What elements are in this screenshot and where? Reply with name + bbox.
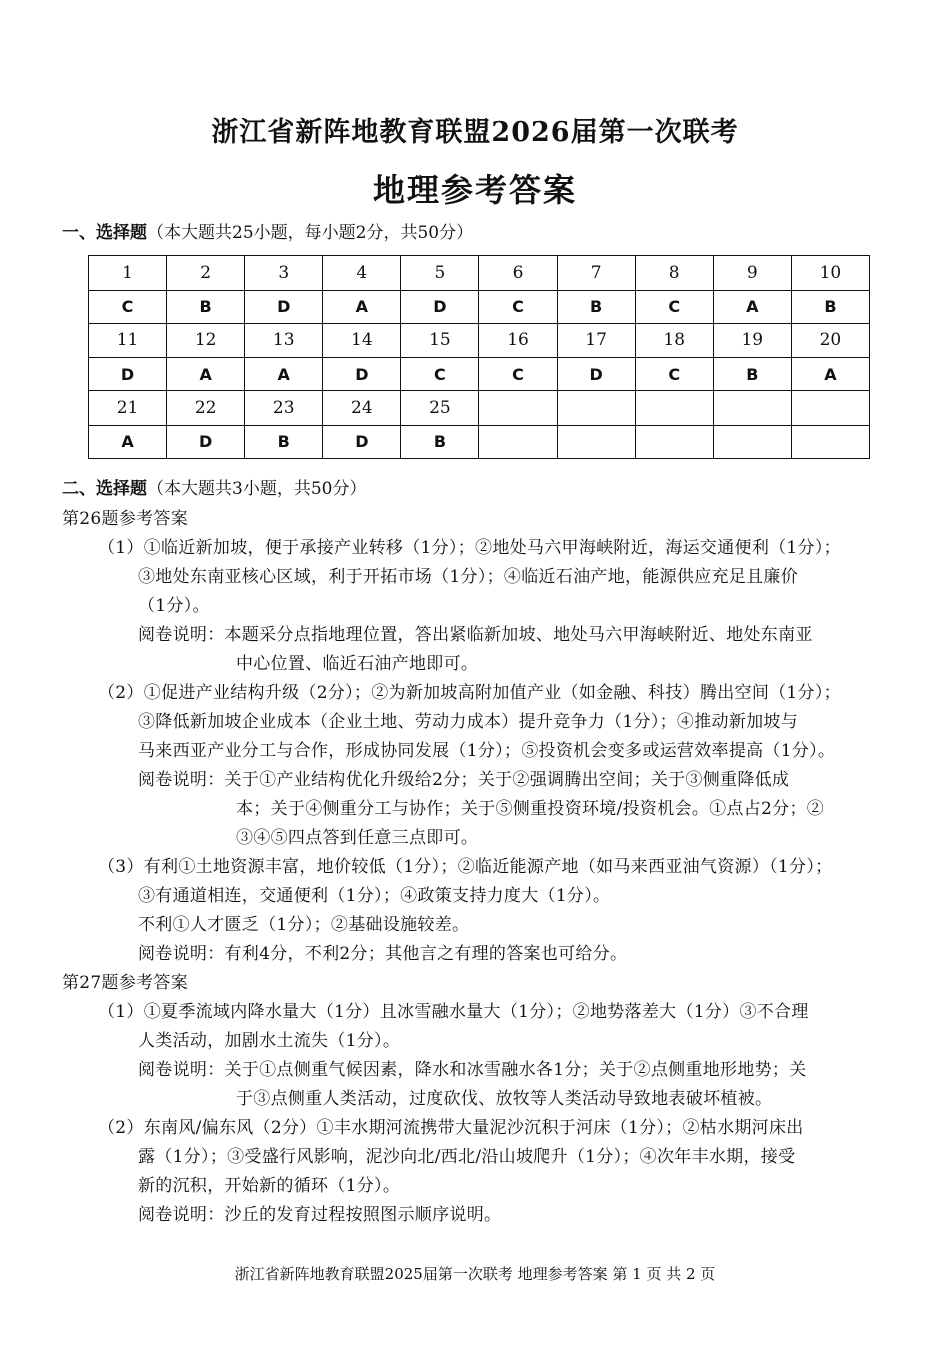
- answer-letter: C: [401, 358, 479, 391]
- answer-letter: B: [791, 290, 869, 323]
- table-row: [89, 425, 870, 458]
- question-number: 10: [791, 256, 869, 291]
- question-number: 16: [479, 323, 557, 358]
- empty-cell: [557, 425, 635, 458]
- answer-line: 不利①人才匮乏（1分）；②基础设施较差。: [138, 915, 470, 935]
- section1-heading: [62, 218, 473, 243]
- question-number: 24: [323, 391, 401, 426]
- empty-cell: [791, 391, 869, 426]
- question-heading: 第26题参考答案: [62, 509, 189, 529]
- answer-letter: C: [635, 290, 713, 323]
- question-number: 21: [89, 391, 167, 426]
- answer-letter: A: [713, 290, 791, 323]
- grading-note: 中心位置、临近石油产地即可。: [236, 654, 479, 674]
- answer-line: （2）①促进产业结构升级（2分）；②为新加坡高附加值产业（如金融、科技）腾出空间（1分）；: [98, 683, 841, 703]
- question-number: 22: [167, 391, 245, 426]
- table-row: [89, 256, 870, 291]
- empty-cell: [479, 391, 557, 426]
- answer-letter: C: [479, 290, 557, 323]
- table-row: [89, 358, 870, 391]
- answer-letter: C: [635, 358, 713, 391]
- answer-letter: B: [167, 290, 245, 323]
- grading-note: 本；关于④侧重分工与协作；关于⑤侧重投资环境/投资机会。①点占2分；②: [236, 799, 825, 819]
- empty-cell: [791, 425, 869, 458]
- answer-letter: C: [89, 290, 167, 323]
- empty-cell: [713, 391, 791, 426]
- empty-cell: [557, 391, 635, 426]
- empty-cell: [479, 425, 557, 458]
- answer-line: ③地处东南亚核心区域，利于开拓市场（1分）；④临近石油产地，能源供应充足且廉价: [138, 567, 799, 587]
- question-number: 15: [401, 323, 479, 358]
- answer-line: ③降低新加坡企业成本（企业土地、劳动力成本）提升竞争力（1分）；④推动新加坡与: [138, 712, 799, 732]
- answer-letter: A: [245, 358, 323, 391]
- grading-note: 阅卷说明：有利4分，不利2分；其他言之有理的答案也可给分。: [138, 944, 628, 964]
- table-row: [89, 290, 870, 323]
- answer-line: ③有通道相连，交通便利（1分）；④政策支持力度大（1分）。: [138, 886, 611, 906]
- answer-line: （2）东南风/偏东风（2分）①丰水期河流携带大量泥沙沉积于河床（1分）；②枯水期河床出: [98, 1118, 804, 1138]
- answer-letter: D: [245, 290, 323, 323]
- answer-line: （1）①夏季流域内降水量大（1分）且冰雪融水量大（1分）；②地势落差大（1分）③不合理: [98, 1002, 809, 1022]
- grading-note: 阅卷说明：沙丘的发育过程按照图示顺序说明。: [138, 1205, 502, 1225]
- page-subtitle: 地理参考答案: [372, 171, 577, 209]
- answer-line: 人类活动，加剧水土流失（1分）。: [138, 1031, 401, 1051]
- empty-cell: [635, 391, 713, 426]
- question-number: 3: [245, 256, 323, 291]
- question-number: 4: [323, 256, 401, 291]
- answer-line: 新的沉积，开始新的循环（1分）。: [138, 1176, 401, 1196]
- answer-letter: D: [557, 358, 635, 391]
- question-number: 12: [167, 323, 245, 358]
- question-number: 19: [713, 323, 791, 358]
- answer-letter: B: [401, 425, 479, 458]
- answer-letter: D: [323, 425, 401, 458]
- question-number: 7: [557, 256, 635, 291]
- question-heading: 第27题参考答案: [62, 973, 189, 993]
- section1-label: 一、选择题: [62, 223, 147, 243]
- answer-letter: C: [479, 358, 557, 391]
- section1-note: （本大题共25小题，每小题2分，共50分）: [147, 223, 474, 243]
- empty-cell: [635, 425, 713, 458]
- answer-line: （1分）。: [138, 596, 210, 616]
- section2-note: （本大题共3小题，共50分）: [147, 479, 367, 499]
- question-number: 25: [401, 391, 479, 426]
- grading-note: 于③点侧重人类活动，过度砍伐、放牧等人类活动导致地表破坏植被。: [236, 1089, 773, 1109]
- question-number: 23: [245, 391, 323, 426]
- answer-letter: D: [401, 290, 479, 323]
- answer-letter: D: [167, 425, 245, 458]
- grading-note: 阅卷说明：关于①点侧重气候因素，降水和冰雪融水各1分；关于②点侧重地形地势；关: [138, 1060, 807, 1080]
- answer-line: 马来西亚产业分工与合作，形成协同发展（1分）；⑤投资机会变多或运营效率提高（1分）。: [138, 741, 836, 761]
- answer-letter: A: [791, 358, 869, 391]
- answer-letter: D: [323, 358, 401, 391]
- table-row: [89, 391, 870, 426]
- page-footer: 浙江省新阵地教育联盟2025届第一次联考 地理参考答案 第 1 页 共 2 页: [234, 1265, 716, 1283]
- answer-letter: A: [323, 290, 401, 323]
- question-number: 5: [401, 256, 479, 291]
- question-number: 1: [89, 256, 167, 291]
- grading-note: ③④⑤四点答到任意三点即可。: [236, 828, 479, 848]
- question-number: 11: [89, 323, 167, 358]
- answer-letter: A: [167, 358, 245, 391]
- question-number: 2: [167, 256, 245, 291]
- answer-line: （1）①临近新加坡，便于承接产业转移（1分）；②地处马六甲海峡附近，海运交通便利（1分）；: [98, 538, 841, 558]
- question-number: 14: [323, 323, 401, 358]
- question-number: 9: [713, 256, 791, 291]
- question-number: 8: [635, 256, 713, 291]
- answer-letter: D: [89, 358, 167, 391]
- question-number: 6: [479, 256, 557, 291]
- section2-label: 二、选择题: [62, 479, 147, 499]
- question-number: 18: [635, 323, 713, 358]
- answer-letter: B: [713, 358, 791, 391]
- question-number: 20: [791, 323, 869, 358]
- answer-line: （3）有利①土地资源丰富，地价较低（1分）；②临近能源产地（如马来西亚油气资源）（1分）；: [98, 857, 833, 877]
- answer-letter: A: [89, 425, 167, 458]
- empty-cell: [713, 425, 791, 458]
- answer-table: [88, 255, 870, 459]
- answer-line: 露（1分）；③受盛行风影响，泥沙向北/西北/沿山坡爬升（1分）；④次年丰水期，接受: [138, 1147, 796, 1167]
- exam-title: 浙江省新阵地教育联盟2026届第一次联考: [211, 117, 739, 148]
- answer-letter: B: [557, 290, 635, 323]
- answer-letter: B: [245, 425, 323, 458]
- question-number: 17: [557, 323, 635, 358]
- question-number: 13: [245, 323, 323, 358]
- grading-note: 阅卷说明：关于①产业结构优化升级给2分；关于②强调腾出空间；关于③侧重降低成: [138, 770, 790, 790]
- table-row: [89, 323, 870, 358]
- grading-note: 阅卷说明：本题采分点指地理位置，答出紧临新加坡、地处马六甲海峡附近、地处东南亚: [138, 625, 813, 645]
- section2-heading: [62, 474, 366, 499]
